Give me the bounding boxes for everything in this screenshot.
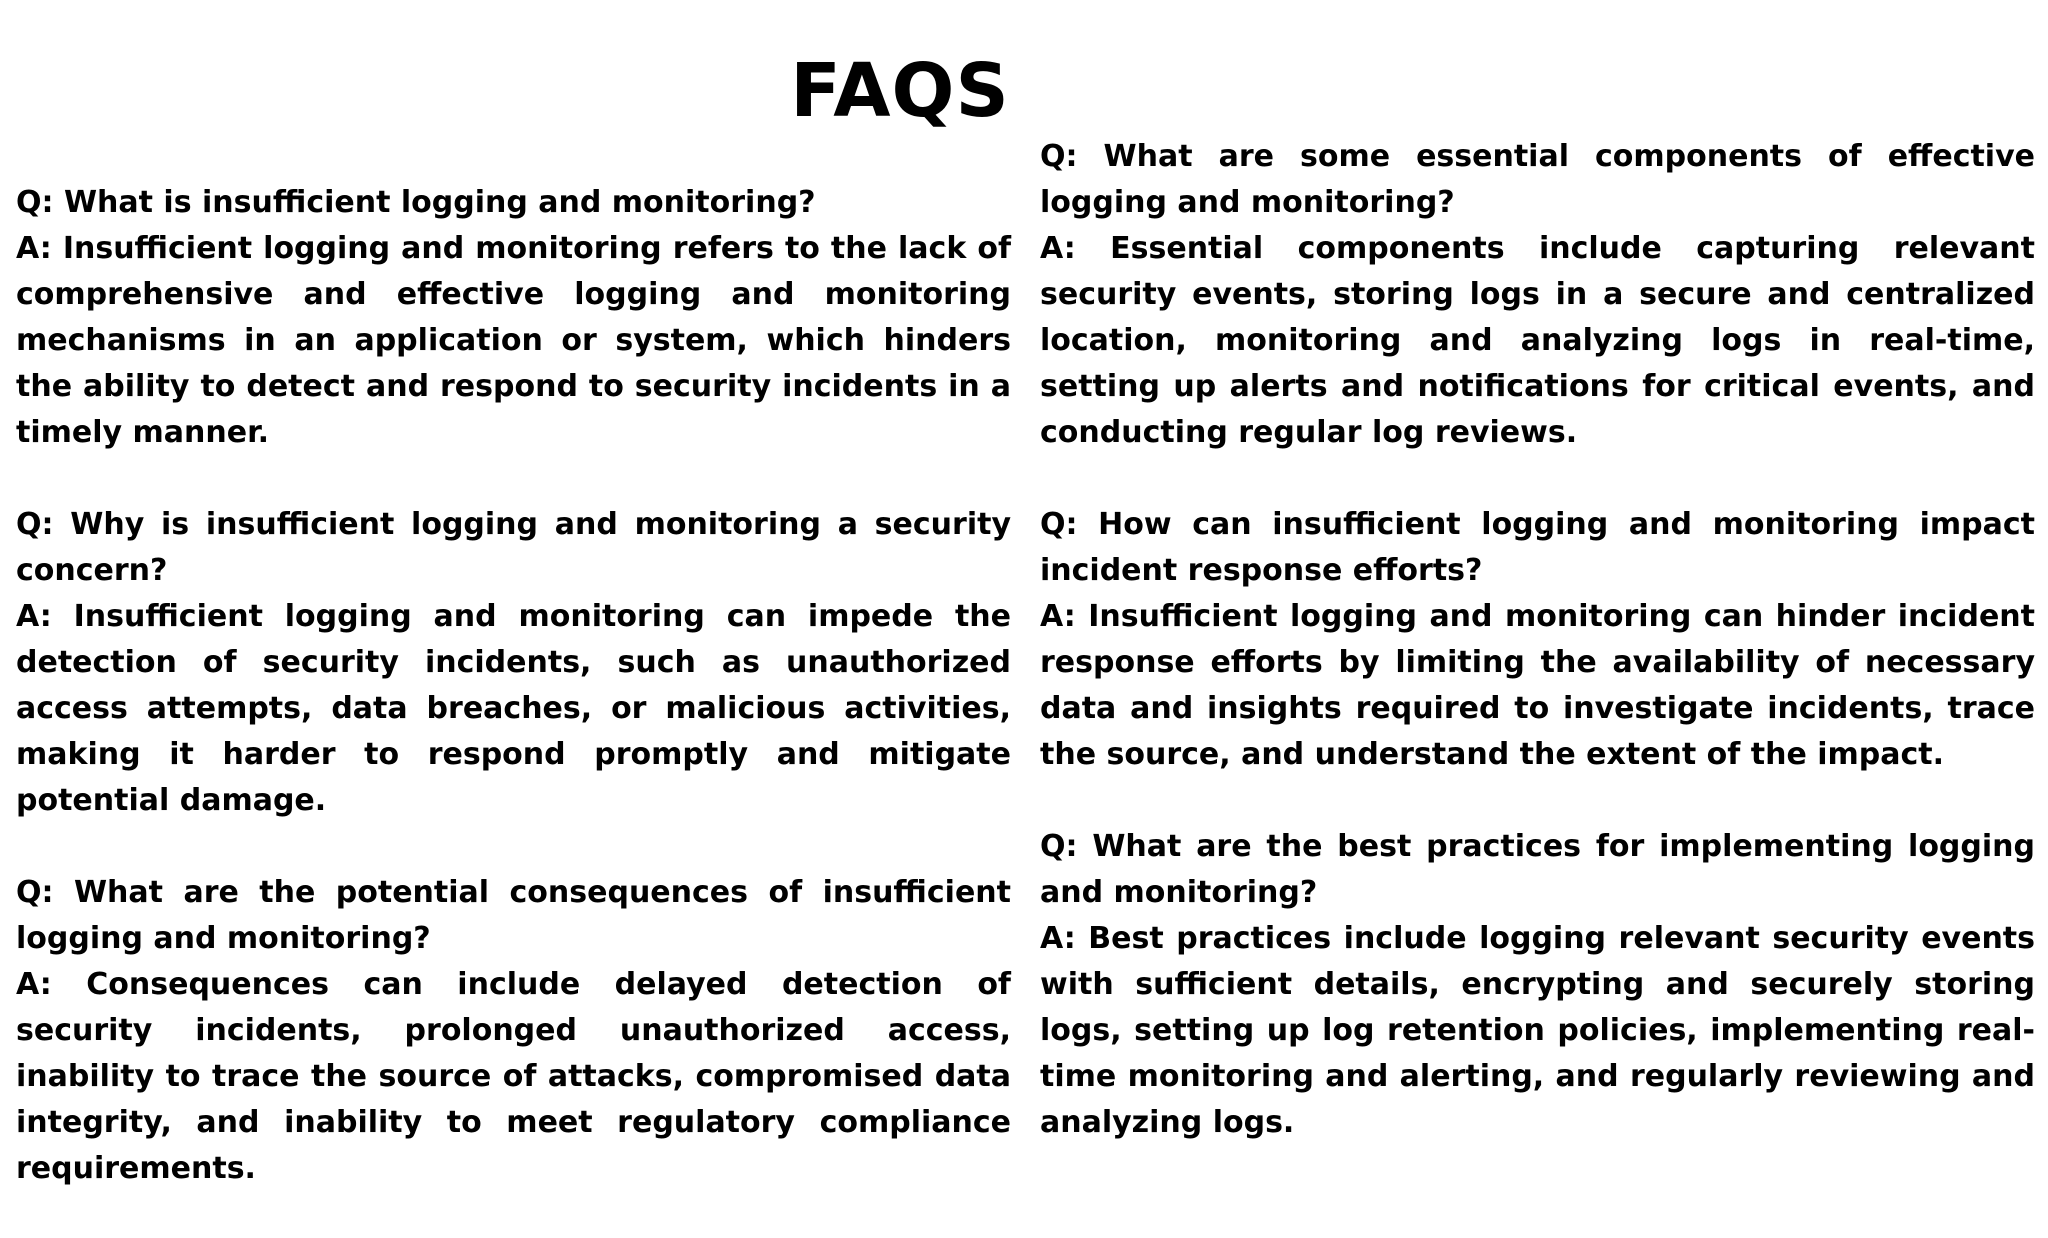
- faq-answer: A: Essential components include capturing relevant security events, storing logs in a secure and centralized location, monitoring and analyzing logs in real-time, setting up alerts and notifications for critical events, and conducting regular log reviews.: [1040, 231, 2035, 450]
- faq-item: [1040, 134, 2035, 456]
- faq-question: Q: Why is insufficient logging and monitoring a security concern?: [16, 507, 1011, 588]
- faq-column-left: [16, 180, 1011, 1238]
- faq-question: Q: What are some essential components of effective logging and monitoring?: [1040, 139, 2035, 220]
- faq-answer: A: Best practices include logging relevant security events with sufficient details, encrypting and securely storing logs, setting up log retention policies, implementing real-time monitoring and alerting, and regularly reviewing and analyzing logs.: [1040, 921, 2035, 1140]
- faq-column-right: [1040, 134, 2035, 1192]
- faq-question: Q: What are the best practices for implementing logging and monitoring?: [1040, 829, 2035, 910]
- page-title: FAQS: [790, 48, 1010, 134]
- faq-item: [16, 502, 1011, 824]
- faq-question: Q: What is insufficient logging and monitoring?: [16, 185, 816, 220]
- faq-question: Q: How can insufficient logging and monitoring impact incident response efforts?: [1040, 507, 2035, 588]
- faq-item: [1040, 502, 2035, 778]
- faq-answer: A: Insufficient logging and monitoring can impede the detection of security incidents, such as unauthorized access attempts, data breaches, or malicious activities, making it harder to respond promptly and mitigate potential damage.: [16, 599, 1011, 818]
- faq-answer: A: Consequences can include delayed detection of security incidents, prolonged unauthorized access, inability to trace the source of attacks, compromised data integrity, and inability to meet regulatory compliance requirements.: [16, 967, 1011, 1186]
- faq-answer: A: Insufficient logging and monitoring refers to the lack of comprehensive and effective logging and monitoring mechanisms in an application or system, which hinders the ability to detect and respond to security incidents in a timely manner.: [16, 231, 1011, 450]
- faq-item: [1040, 824, 2035, 1146]
- faq-item: [16, 870, 1011, 1192]
- faq-answer: A: Insufficient logging and monitoring can hinder incident response efforts by limiting the availability of necessary data and insights required to investigate incidents, trace the source, and understand the extent of the impact.: [1040, 599, 2035, 772]
- faq-question: Q: What are the potential consequences of insufficient logging and monitoring?: [16, 875, 1011, 956]
- faq-item: [16, 180, 1011, 456]
